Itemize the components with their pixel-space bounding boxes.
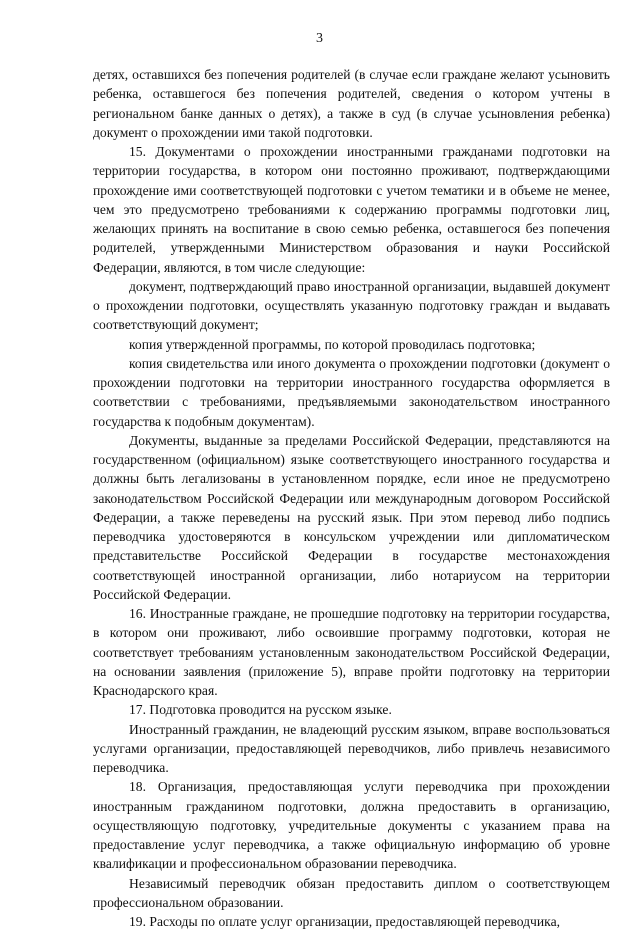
paragraph-item-19: 19. Расходы по оплате услуг организации, предоставляющей переводчика, [129,914,560,929]
paragraph-item-18: 18. Организация, предоставляющая услуги переводчика при прохождении иностранным гражданином подготовки, должна предоставить в организацию, осуществляющую подготовку, учредительные документы с указанием права на предоставление услуг переводчика, а также официальную информацию об уровне квалификации и профессиональном образовании переводчика. [93,779,610,872]
paragraph-item-16: 16. Иностранные граждане, не прошедшие подготовку на территории государства, в котором они проживают, либо освоившие программу подготовки, которая не соответствует требованиям установленным законодательством Российской Федерации, на основании заявления (приложение 5), вправе пройти подготовку на территории Краснодарского края. [93,606,610,698]
document-body [93,65,610,931]
paragraph-foreign-documents: Документы, выданные за пределами Российской Федерации, представляются на государственном (официальном) языке соответствующего иностранного государства и должны быть легализованы в установленном порядке, если иное не предусмотрено законодательством Российской Федерации или международным договором Российской Федерации, а также переведены на русский язык. При этом перевод либо подпись переводчика удостоверяются в консульском учреждении или дипломатическом представительстве Российской Федерации в государстве местонахождения соответствующей иностранной организации, либо нотариусом на территории Российской Федерации. [93,432,610,602]
paragraph-item-15: 15. Документами о прохождении иностранными гражданами подготовки на территории государства, в котором они постоянно проживают, подтверждающими прохождение ими соответствующей подготовки с учетом тематики и в объеме не менее, чем это предусмотрено требованиями к содержанию программы подготовки лиц, желающих принять на воспитание в свою семью ребенка, оставшегося без попечения родителей, утвержденными Министерством образования и науки Российской Федерации, являются, в том числе следующие: [93,144,610,275]
page-number: 3 [316,31,323,46]
paragraph-translator-right: Иностранный гражданин, не владеющий русским языком, вправе воспользоваться услугами организации, предоставляющей переводчиков, либо привлечь независимого переводчика. [93,721,610,775]
paragraph-independent-translator: Независимый переводчик обязан предоставить диплом о соответствующем профессиональном образовании. [93,875,610,910]
paragraph-continuation: детях, оставшихся без попечения родителей (в случае если граждане желают усыновить ребенка, оставшегося без попечения родителей, сведения о котором учтены в региональном банке данных о детях), а также в суд (в случае усыновления ребенка) документ о прохождении ими такой подготовки. [93,67,610,140]
paragraph-document-right: документ, подтверждающий право иностранной организации, выдавшей документ о прохождении подготовки, осуществлять указанную подготовку граждан и выдавать соответствующий документ; [93,278,610,333]
paragraph-item-17: 17. Подготовка проводится на русском языке. [129,702,392,718]
paragraph-certificate-copy: копия свидетельства или иного документа о прохождении подготовки (документ о прохождении подготовки на территории иностранного государства оформляется в соответствии с требованиями, предъявляемыми законодательством иностранного государства к подобным документам). [93,355,610,429]
paragraph-program-copy: копия утвержденной программы, по которой проводилась подготовка; [129,336,536,352]
